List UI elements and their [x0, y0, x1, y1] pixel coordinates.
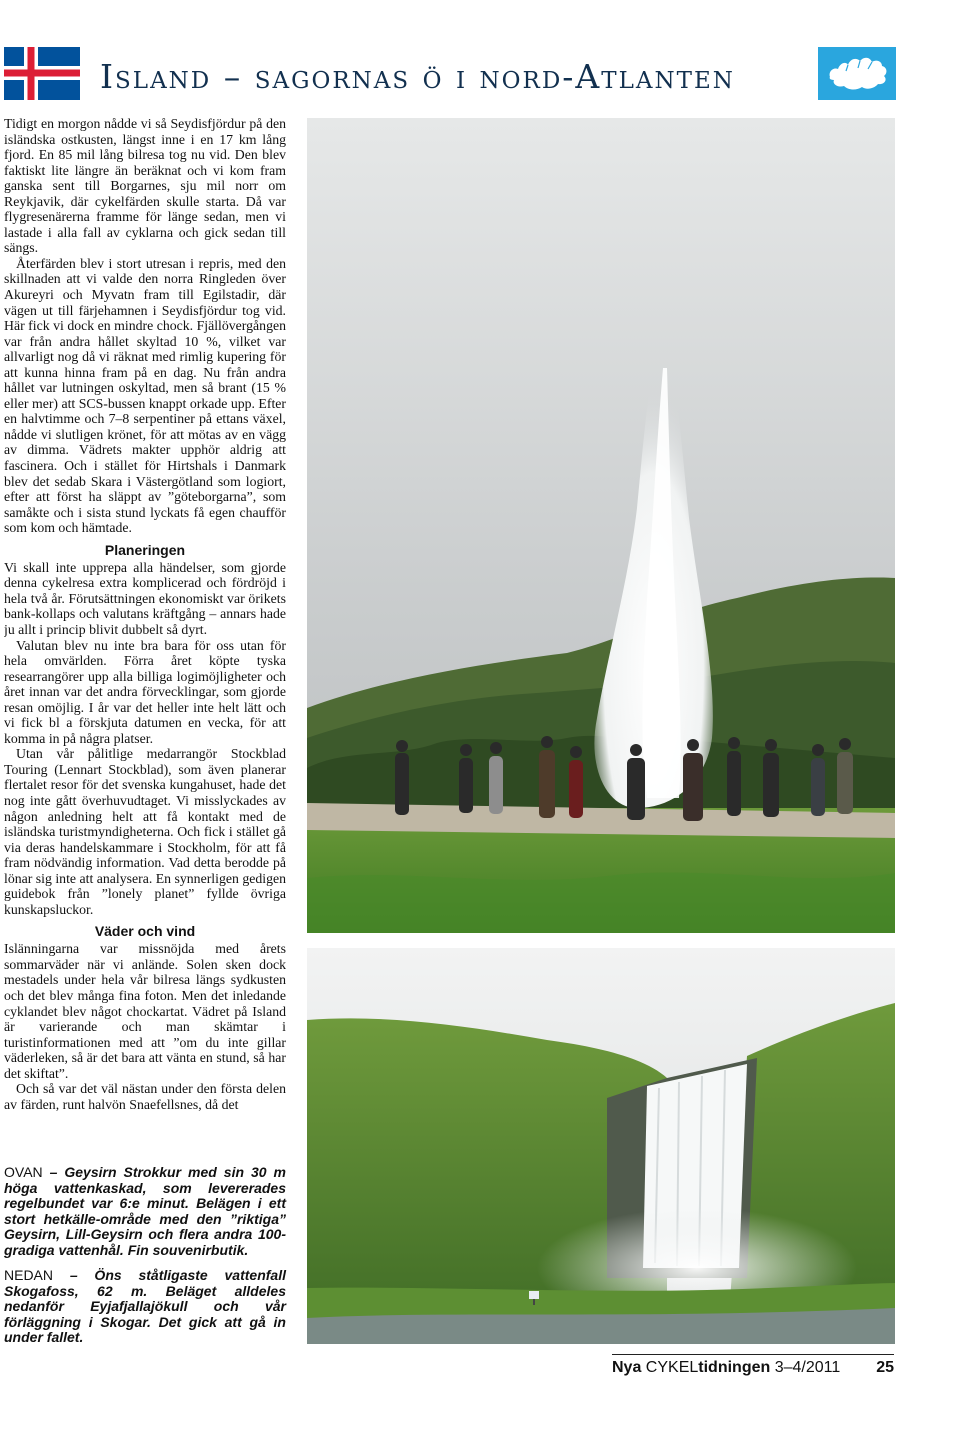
page-number: 25: [876, 1359, 894, 1376]
article-body: [4, 116, 286, 1151]
issue-number: 3–4/2011: [770, 1359, 841, 1376]
article-paragraph: Vi skall inte upprepa alla händelser, som gjorde denna cykelresa extra komplicerad och fördröjd i hela två år. Förutsättningen ekonomiskt var örikets bank-kollaps och valutans kräftgång – annars hade ju allt i princip blivit dubbelt så dyrt.: [4, 559, 286, 637]
caption-label: OVAN: [4, 1164, 43, 1180]
footer-rule: [612, 1354, 894, 1355]
caption-text: – Geysirn Strokkur med sin 30 m höga vattenkaskad, som levererades regelbundet var 6:e minut. Belägen i ett stort hetkälle-område med den ”riktiga” Geysirn, Lill-Geysirn och flera andra 100-gradiga vattenhål. Fin souvenirbutik.: [4, 1164, 286, 1258]
photo-captions: [4, 1165, 286, 1355]
magazine-name-tidningen: tidningen: [698, 1359, 771, 1376]
iceland-map-icon: [818, 47, 896, 100]
magazine-name-nya: Nya: [612, 1359, 642, 1376]
article-paragraph: Valutan blev nu inte bra bara för oss utan för hela omvärlden. Förra året köpte tyska researrangörer upp alla billiga logimöjligheter och året innan var det andra förvecklingar, som gjorde resan omöjlig. I år var det heller inte helt lätt och vi fick bl a förskjuta datumen en vecka, för att komma in på några platser.: [4, 637, 286, 746]
geyser-photo: [307, 118, 895, 933]
caption-top: [4, 1165, 286, 1258]
iceland-flag-icon: [4, 47, 80, 100]
article-paragraph: Islänningarna var missnöjda med årets sommarväder när vi anlände. Solen sken dock mestadels under hela vår bilresa längs sydkusten och det blev många fina foton. Men det inledande cyklandet blev något chockartat. Vädret på Island är varierande och man skämtar i turistinformationen med att ”om du inte gillar väderleken, så är det bara att vänta en stund, så har det skiftat”.: [4, 941, 286, 1081]
article-paragraph: Återfärden blev i stort utresan i repris, med den skillnaden att vi valde den norra Ringleden över Akureyri och Myvatn fram till Egilstadir, där vägen ut till färjehamnen i Seydisfjördur tog vid. Här fick vi dock en mindre chock. Fjällövergången var från andra hållet skyltad 10 %, vilket var allvarligt nog då vi räknat med rimlig kupering för att kunna hinna fram på en dag. Nu från andra hållet var lutningen oskyltad, men så brant (15 % eller mer) att SCS-bussen knappt orkade upp. Efter en halvtimme och 7–8 serpentiner på ettans växel, nådde vi slutligen krönet, för att mötas av en vägg av dimma. Vädrets makter upphör aldrig att fascinera. Och i stället för Hirtshals i Danmark blev det sedab Skara i Västergötland som logiort, efter att först ha släppt av ”göteborgarna”, som samåkte och i sista stund lyckats få egen chaufför som kom och hämtade.: [4, 255, 286, 536]
section-heading: Planeringen: [104, 541, 186, 558]
caption-bottom: [4, 1268, 286, 1346]
article-paragraph: Och så var det väl nästan under den första delen av färden, runt halvön Snaefellsnes, då det: [4, 1081, 286, 1112]
page-footer: [612, 1356, 894, 1380]
page-title: Island – sagornas ö i nord-Atlanten: [100, 57, 735, 96]
waterfall-photo: [307, 948, 895, 1344]
section-heading: Väder och vind: [94, 923, 196, 940]
magazine-name-cykel: CYKEL: [641, 1359, 699, 1376]
article-paragraph: Utan vår pålitlige medarrangör Stockblad Touring (Lennart Stockblad), som även planerar flertalet resor för det svenska kungahuset, hade det nog inte gått överhuvudtaget. Vi misslyckades av någon anledning helt att få kontakt med de isländska turistmyndigheterna. Och fick i stället gå via deras handelskammare i Stockholm, för att få fram nödvändig information. Vad detta berodde på lönar sig inte att analysera. En synnerligen gedigen guidebok från ”lonely planet” fyllde övriga kunskapsluckor.: [4, 746, 286, 917]
caption-label: NEDAN: [4, 1267, 54, 1283]
article-paragraph: Tidigt en morgon nådde vi så Seydisfjördur på den isländska ostkusten, längst inne i en 17 km lång fjord. En 85 mil lång bilresa tog nu vid. Den blev faktiskt lite längre än beräknat och vi kom fram ganska sent till Borgarnes, sju mil norr om Reykjavik, där cykelfärden skulle starta. Då var flygresenärerna framme för länge sedan, men vi lastade i alla fall av cyklarna och gick sedan till sängs.: [4, 116, 286, 256]
caption-text: – Öns ståtligaste vattenfall Skogafoss, 62 m. Beläget alldeles nedanför Eyjafjallajökull och vår förläggning i Skogar. Det gick att gå in under fallet.: [4, 1267, 286, 1345]
